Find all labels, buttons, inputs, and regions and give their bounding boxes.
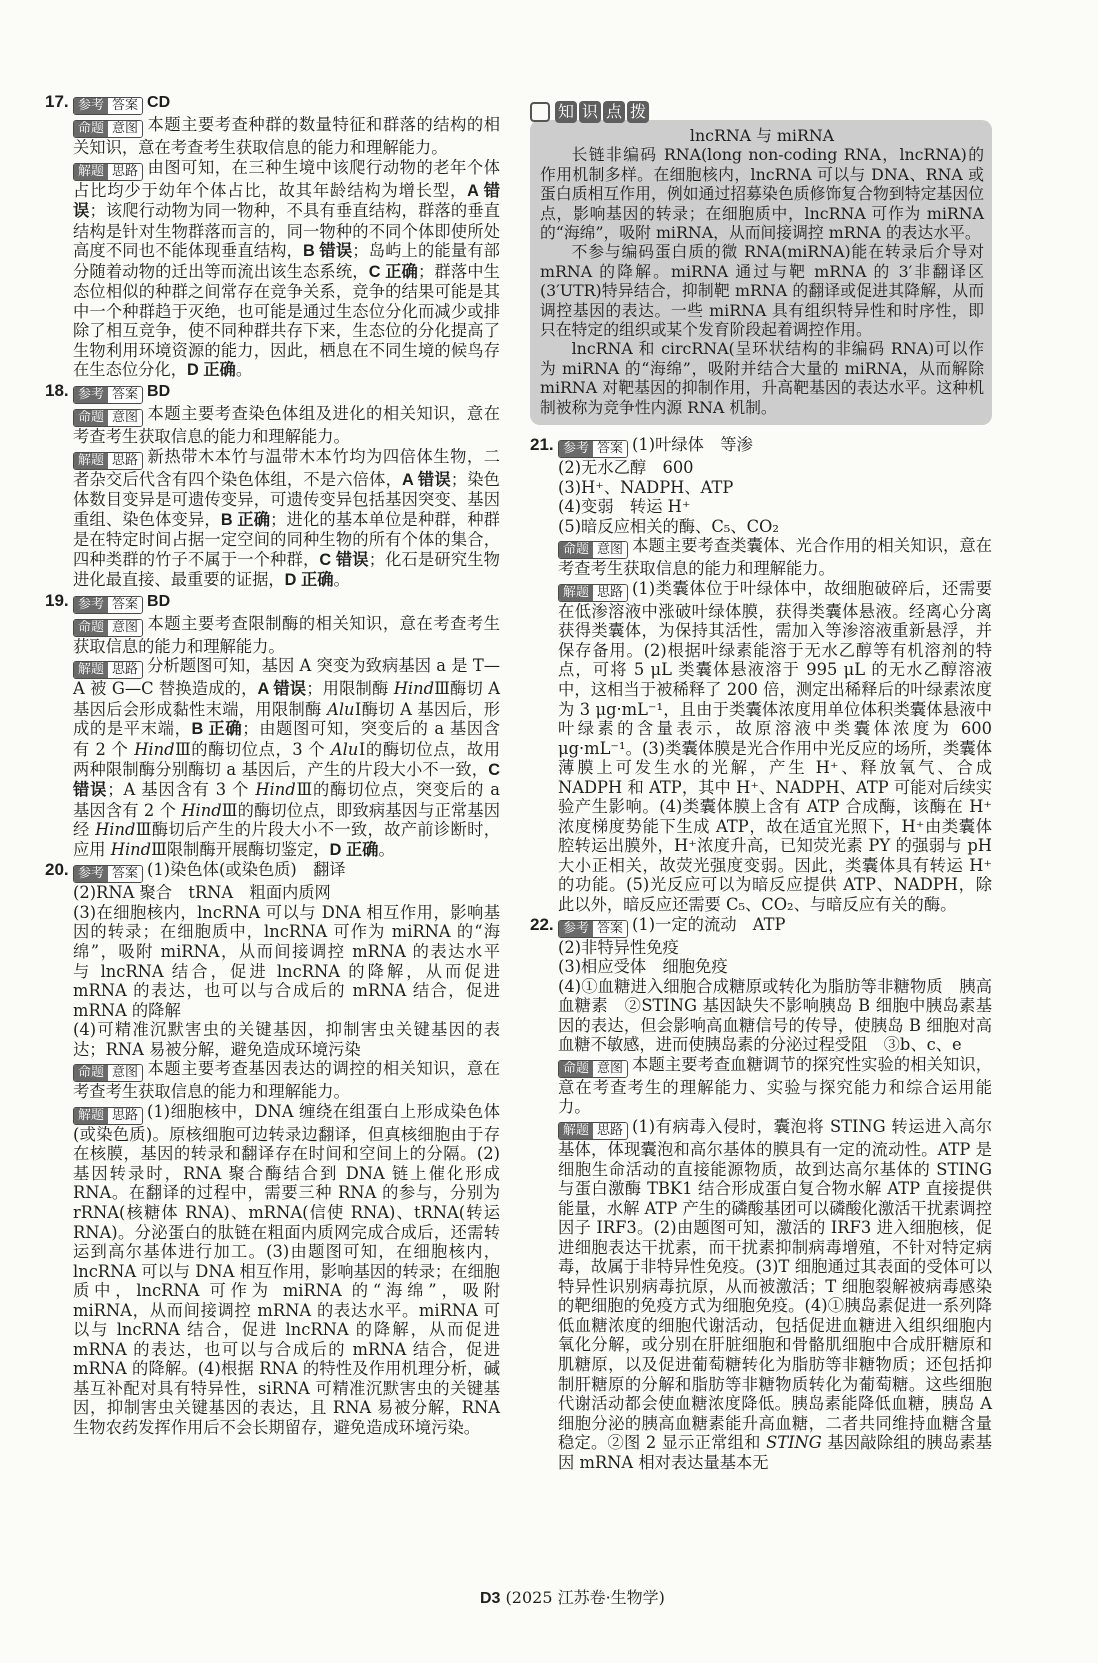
answer-badge	[558, 440, 628, 458]
text-run: Ⅲ酶切 A 基因后会形成黏性末端，用限制酶	[73, 679, 500, 719]
bold-run: B 正确	[191, 720, 243, 739]
answer-line	[558, 957, 992, 977]
question-number: 20.	[45, 860, 69, 880]
question-number: 21.	[530, 435, 554, 455]
answer-row	[73, 92, 500, 115]
badge-right: 思路	[108, 453, 142, 469]
text-run: 由图可知，在三种生境中该爬行动物的老年个体占比均少于幼年个体占比，故其年龄结构为增长型，	[73, 157, 500, 200]
badge-left: 参考	[74, 98, 108, 114]
answer-line	[73, 902, 517, 1020]
badge-left: 解题	[74, 662, 108, 678]
answer-value: (2)无水乙醇 600	[558, 458, 694, 478]
badge-left: 命题	[74, 1065, 108, 1081]
answer-line	[558, 497, 992, 517]
footer-text: (2025 江苏卷·生物学)	[505, 1588, 665, 1607]
answer-row	[73, 591, 500, 614]
bold-run: D 正确	[284, 571, 334, 590]
answer-value: (2)RNA 聚合 tRNA 粗面内质网	[73, 883, 331, 903]
analysis-paragraph	[73, 1102, 500, 1438]
answer-value: BD	[147, 383, 171, 401]
answer-value: (1)染色体(或染色质) 翻译	[147, 860, 346, 880]
question-22	[530, 915, 992, 1473]
question-18	[45, 381, 500, 591]
badge-right: 意图	[108, 410, 142, 426]
badge-right: 答案	[108, 98, 142, 114]
answer-badge	[73, 865, 143, 883]
text-run: Ⅲ的酶切位点，3 个	[174, 740, 331, 760]
bold-run: A 错误	[73, 181, 500, 221]
text-run: 本题主要考查染色体组及进化的相关知识，意在考查考生获取信息的能力和理解能力。	[73, 404, 500, 447]
badge-left: 参考	[74, 866, 108, 882]
italic-run: Alu	[330, 740, 359, 760]
analysis-paragraph	[558, 1117, 992, 1472]
intent-badge	[73, 619, 143, 637]
answer-value: (2)非特异性免疫	[558, 937, 679, 957]
intent-badge	[73, 120, 143, 138]
badge-right: 答案	[593, 921, 627, 937]
badge-left: 解题	[74, 453, 108, 469]
question-17	[45, 92, 500, 381]
badge-left: 参考	[74, 387, 108, 403]
intent-badge	[558, 1060, 628, 1078]
badge-right: 意图	[108, 1065, 142, 1081]
right-column	[530, 100, 992, 1472]
text-run: 。	[333, 570, 350, 590]
header-char: 点	[603, 101, 625, 123]
badge-right: 答案	[108, 597, 142, 613]
text-run: 新热带木本竹与温带木本竹均为四倍体生物，二者杂交后代含有四个染色体组，不是六倍体，	[73, 446, 500, 489]
analysis-badge	[73, 1107, 143, 1125]
bold-run: C 正确	[368, 262, 418, 281]
analysis-paragraph	[73, 656, 500, 860]
badge-left: 解题	[74, 164, 108, 180]
question-number: 17.	[45, 92, 69, 111]
knowledge-paragraph: 不参与编码蛋白质的微 RNA(miRNA)能在转录后介导对 mRNA 的降解。miRNA 通过与靶 mRNA 的 3′非翻译区(3′UTR)特异结合，抑制靶 mRNA 的翻译或促进其降解，从而调控基因的表达。一些 miRNA 具有组织特异性和时序性，即只在特定的组织或某个发育阶段起着调控作用。	[540, 242, 984, 340]
text-run: 本题主要考查限制酶的相关知识，意在考查考生获取信息的能力和理解能力。	[73, 613, 500, 656]
question-20	[45, 860, 517, 1437]
analysis-badge	[73, 661, 143, 679]
badge-right: 思路	[593, 1123, 627, 1139]
answer-value: (5)暗反应相关的酶、C₅、CO₂	[558, 516, 779, 536]
answer-value: BD	[147, 592, 171, 610]
intent-badge	[558, 541, 628, 559]
text-run: ；进化的基本单位是种群，种群是在特定时间占据一定空间的同种生物的所有个体的集合，四种类群的竹子不属于一个种群，	[73, 509, 500, 569]
answer-value: (3)H⁺、NADPH、ATP	[558, 477, 734, 497]
italic-run: Hind	[255, 780, 296, 800]
left-column	[45, 92, 517, 1438]
text-run: (1)有病毒入侵时，囊泡将 STING 转运进入高尔基体，体现囊泡和高尔基体的膜具有一定的流动性。ATP 是细胞生命活动的直接能源物质，故到达高尔基体的 STING 与蛋白激酶 TBK1 结合形成蛋白复合物水解 ATP 直接提供能量，水解 ATP 产生的磷酸基团可以磷酸化激活干扰素调控因子 IRF3。(2)由题图可知，激活的 IRF3 进入细胞核，促进细胞表达干扰素，而干扰素抑制病毒增殖，不针对特定病毒，故属于非特异性免疫。(3)T 细胞通过其表面的受体可以特异性识别病毒抗原，从而被激活；T 细胞裂解被病毒感染的靶细胞的免疫方式为细胞免疫。(4)①胰岛素促进一系列降低血糖浓度的细胞代谢活动，包括促进血糖进入组织细胞内氧化分解，或分别在肝脏细胞和骨骼肌细胞中合成肝糖原和肌糖原，以及促进葡萄糖转化为脂肪等非糖物质；还包括抑制肝糖原的分解和脂肪等非糖物质转化为葡萄糖。这些细胞代谢活动都会使血糖浓度降低。胰岛素能降低血糖，胰岛 A 细胞分泌的胰高血糖素能升高血糖，二者共同维持血糖含量稳定。②图 2 显示正常组和	[558, 1116, 992, 1453]
knowledge-body	[530, 120, 992, 425]
text-run: ；群落中生态位相似的种群之间常存在竞争关系，竞争的结果可能是其中一个种群趋于灭绝，也可能是通过生态位分化而减少或排除了相互竞争，使不同种群共存下来，生态位的分化提高了生物利用环境资源的能力，因此，栖息在不同生境的候鸟存在生态位分化，	[73, 261, 500, 380]
italic-run: STING	[766, 1433, 822, 1453]
text-run: ；化石是研究生物进化最直接、最重要的证据，	[73, 549, 500, 590]
text-run: ；A 基因含有 3 个	[107, 780, 256, 800]
intent-paragraph	[73, 614, 500, 657]
analysis-badge	[73, 163, 143, 181]
page-footer	[480, 1585, 665, 1608]
italic-run: Hind	[134, 740, 175, 760]
text-run: ；岛屿上的能量有部分随着动物的迁出等而流出该生态系统，	[73, 241, 500, 281]
badge-right: 答案	[108, 866, 142, 882]
bold-run: C 错误	[73, 760, 500, 800]
answer-value: (1)一定的流动 ATP	[632, 914, 786, 934]
question-19	[45, 591, 500, 860]
badge-right: 思路	[108, 1108, 142, 1124]
italic-run: Hind	[181, 800, 222, 820]
badge-right: 思路	[593, 585, 627, 601]
intent-paragraph	[73, 115, 500, 158]
answer-line	[73, 883, 500, 903]
intent-paragraph	[558, 1055, 992, 1117]
answer-line	[558, 915, 992, 938]
question-number: 18.	[45, 381, 69, 401]
bold-run: C 错误	[319, 550, 369, 569]
intent-badge	[73, 1064, 143, 1082]
badge-right: 意图	[593, 1061, 627, 1077]
badge-left: 参考	[74, 597, 108, 613]
answer-line	[558, 517, 992, 537]
italic-run: Hind	[110, 839, 152, 859]
badge-right: 思路	[108, 662, 142, 678]
intent-paragraph	[73, 1059, 500, 1102]
badge-left: 解题	[559, 1123, 593, 1139]
header-char: 知	[555, 101, 577, 123]
badge-right: 意图	[108, 620, 142, 636]
knowledge-paragraph: lncRNA 和 circRNA(呈环状结构的非编码 RNA)可以作为 miRNA 的“海绵”，吸附并结合大量的 miRNA，从而解除 miRNA 对靶基因的抑制作用，升高靶基因的表达水平。这种机制被称为竞争性内源 RNA 机制。	[540, 339, 984, 417]
text-run: 。	[235, 360, 253, 380]
answer-value: (4)可精准沉默害虫的关键基因，抑制害虫关键基因的表达；RNA 易被分解，避免造成环境污染	[73, 1020, 500, 1059]
badge-left: 解题	[74, 1108, 108, 1124]
text-run: Ⅰ的酶切位点，故用两种限制酶分别酶切 a 基因后，产生的片段大小不一致，	[73, 740, 500, 779]
text-run: ；染色体数目变异是可遗传变异，可遗传变异包括基因突变、基因重组、染色体变异，	[73, 469, 500, 529]
note-icon	[530, 102, 550, 122]
text-run: Ⅲ限制酶开展酶切鉴定，	[151, 839, 330, 859]
knowledge-paragraph: 长链非编码 RNA(long non-coding RNA，lncRNA)的作用机制多样。在细胞核内，lncRNA 可以与 DNA、RNA 或蛋白质相互作用，例如通过招募染色质修饰复合物到特定基因位点，影响基因的转录；在细胞质中，lncRNA 可作为 miRNA 的“海绵”，吸附 miRNA，从而间接调控 mRNA 的表达水平。	[540, 145, 984, 243]
badge-left: 参考	[559, 921, 593, 937]
text-run: Ⅲ的酶切位点，即致病基因与正常基因经	[73, 800, 501, 840]
text-run: 本题主要考查基因表达的调控的相关知识，意在考查考生获取信息的能力和理解能力。	[73, 1059, 500, 1102]
answer-line	[73, 860, 500, 883]
answer-badge	[73, 386, 143, 404]
italic-run: Alu	[327, 699, 355, 719]
question-21	[530, 435, 992, 914]
badge-left: 命题	[74, 410, 108, 426]
badge-right: 意图	[108, 121, 142, 137]
text-run: (1)细胞核中，DNA 缠绕在组蛋白上形成染色体(或染色质)。原核细胞可边转录边翻译，但真核细胞由于存在核膜，基因的转录和翻译存在时间和空间上的分隔。(2)基因转录时，RNA 聚合酶结合到 DNA 链上催化形成 RNA。在翻译的过程中，需要三种 RNA 的参与，分别为 rRNA(核糖体 RNA)、mRNA(信使 RNA)、tRNA(转运 RNA)。分泌蛋白的肽链在粗面内质网完成合成后，还需转运到高尔基体进行加工。(3)由题图可知，在细胞核内，lncRNA 可以与 DNA 相互作用，影响基因的转录；在细胞质中，lncRNA 可作为 miRNA 的“海绵”，吸附 miRNA，从而间接调控 mRNA 的表达水平。miRNA 可以与 lncRNA 结合，促进 lncRNA 的降解，从而促进 mRNA 的表达，也可以与合成后的 mRNA 结合，促进 mRNA 的降解。(4)根据 RNA 的特性及作用机理分析，碱基互补配对具有特异性，siRNA 可精准沉默害虫的关键基因，抑制害虫关键基因的表达，且 RNA 易被分解，RNA 生物农药发挥作用后不会长期留存，避免造成环境污染。	[73, 1101, 501, 1437]
page-number: D3	[480, 1590, 501, 1607]
analysis-badge	[73, 452, 143, 470]
text-run: 分析题图可知，基因 A 突变为致病基因 a 是 T—A 被 G—C 替换造成的，	[73, 656, 500, 699]
text-run: ；由题图可知，突变后的 a 基因含有 2 个	[73, 719, 500, 760]
badge-right: 答案	[593, 441, 627, 457]
text-run: Ⅰ酶切 A 基因后，形成的是平末端，	[73, 699, 500, 739]
question-number: 19.	[45, 590, 69, 610]
intent-paragraph	[558, 536, 992, 579]
badge-left: 命题	[559, 542, 593, 558]
bold-run: D 正确	[329, 840, 379, 859]
knowledge-box	[530, 100, 992, 425]
answer-value: (4)变弱 转运 H⁺	[558, 497, 691, 517]
italic-run: Hind	[95, 820, 136, 840]
answer-value: (1)叶绿体 等渗	[632, 435, 753, 455]
analysis-paragraph	[73, 158, 500, 381]
bold-run: A 错误	[257, 680, 307, 699]
bold-run: B 错误	[302, 242, 353, 261]
text-run: 本题主要考查类囊体、光合作用的相关知识，意在考查考生获取信息的能力和理解能力。	[558, 536, 992, 579]
analysis-badge	[558, 584, 628, 602]
intent-paragraph	[73, 404, 500, 447]
answer-value: (3)在细胞核内，lncRNA 可以与 DNA 相互作用，影响基因的转录；在细胞质中，lncRNA 可作为 miRNA 的“海绵”，吸附 miRNA，从而间接调控 mRNA 的表达水平 与 lncRNA 结合，促进 lncRNA 的降解，从而促进 mRNA 的表达，也可以与合成后的 mRNA 结合，促进 mRNA 的降解	[73, 902, 517, 1020]
text-run: Ⅲ酶切后产生的片段大小不一致，故产前诊断时，应用	[73, 820, 500, 859]
answer-line	[558, 478, 992, 498]
answer-line	[73, 1020, 500, 1059]
badge-right: 答案	[108, 387, 142, 403]
analysis-paragraph	[73, 447, 500, 591]
analysis-badge	[558, 1122, 628, 1140]
text-run: 本题主要考查血糖调节的探究性实验的相关知识，意在考查考生的理解能力、实验与探究能力和综合运用能力。	[558, 1054, 992, 1117]
answer-line	[558, 977, 992, 1055]
bold-run: B 正确	[220, 510, 271, 529]
text-run: Ⅲ的酶切位点，突变后的 a 基因含有 2 个	[73, 780, 500, 820]
answer-row	[73, 381, 500, 404]
question-number: 22.	[530, 914, 554, 934]
analysis-paragraph	[558, 579, 992, 915]
text-run: (1)类囊体位于叶绿体中，故细胞破碎后，还需要在低渗溶液中涨破叶绿体膜，获得类囊体悬液。经离心分离获得类囊体，为保持其活性，需加入等渗溶液重新悬浮，并保存备用。(2)根据叶绿素能溶于无水乙醇等有机溶剂的特点，可将 5 μL 类囊体悬液溶于 995 μL 的无水乙醇溶液中，这相当于被稀释了 200 倍，测定出稀释后的叶绿素浓度为 3 μg·mL⁻¹，且由于类囊体浓度用单位体积类囊体悬液中叶绿素的含量表示，故原溶液中类囊体浓度为 600 μg·mL⁻¹。(3)类囊体膜是光合作用中光反应的场所，类囊体薄膜上可发生水的光解，产生 H⁺、释放氧气、合成 NADPH 和 ATP，其中 H⁺、NADPH、ATP 可能对后续实验产生影响。(4)类囊体膜上含有 ATP 合成酶，该酶在 H⁺浓度梯度势能下生成 ATP，故在适宜光照下，H⁺由类囊体腔转运出膜外，H⁺浓度升高，已知荧光素 PY 的强弱与 pH 大小正相关，故荧光强度变弱。因此，类囊体具有转运 H⁺的功能。(5)光反应可以为暗反应提供 ATP、NADPH，除此以外，暗反应还需要 C₅、CO₂、与暗反应有关的酶。	[558, 578, 992, 915]
text-run: 基因敲除组的胰岛素基因 mRNA 相对表达量基本无	[558, 1433, 992, 1472]
italic-run: Hind	[393, 679, 435, 699]
header-char: 识	[579, 101, 601, 123]
answer-line	[558, 458, 992, 478]
text-run: ；该爬行动物为同一物种，不具有垂直结构，群落的垂直结构是针对生物群落而言的，同一物种的不同个体即使所处高度不同也不能体现垂直结构，	[73, 201, 500, 261]
knowledge-title: lncRNA 与 miRNA	[689, 126, 835, 145]
bold-run: A 错误	[402, 470, 451, 489]
text-run: ；用限制酶	[306, 679, 394, 699]
answer-value: (3)相应受体 细胞免疫	[558, 957, 728, 977]
text-run: 。	[378, 839, 395, 859]
badge-left: 命题	[559, 1061, 593, 1077]
answer-badge	[73, 596, 143, 614]
intent-badge	[73, 409, 143, 427]
answer-value: (4)①血糖进入细胞合成糖原或转化为脂肪等非糖物质 胰高血糖素 ②STING 基因缺失不影响胰岛 B 细胞中胰岛素基因的表达，但会影响高血糖信号的传导，使胰岛 B 细胞对高血糖不敏感，进而使胰岛素的分泌过程受阻 ③b、c、e	[558, 976, 992, 1055]
badge-left: 命题	[74, 121, 108, 137]
bold-run: D 正确	[186, 361, 236, 380]
answer-line	[558, 435, 992, 458]
badge-left: 命题	[74, 620, 108, 636]
answer-badge	[73, 97, 143, 115]
answer-value: CD	[147, 94, 171, 111]
header-char: 拨	[627, 101, 649, 123]
badge-right: 思路	[108, 164, 142, 180]
badge-left: 解题	[559, 585, 593, 601]
badge-right: 意图	[593, 542, 627, 558]
badge-left: 参考	[559, 441, 593, 457]
answer-line	[558, 938, 992, 958]
answer-badge	[558, 920, 628, 938]
text-run: 本题主要考查种群的数量特征和群落的结构的相关知识，意在考查考生获取信息的能力和理解能力。	[73, 115, 500, 157]
